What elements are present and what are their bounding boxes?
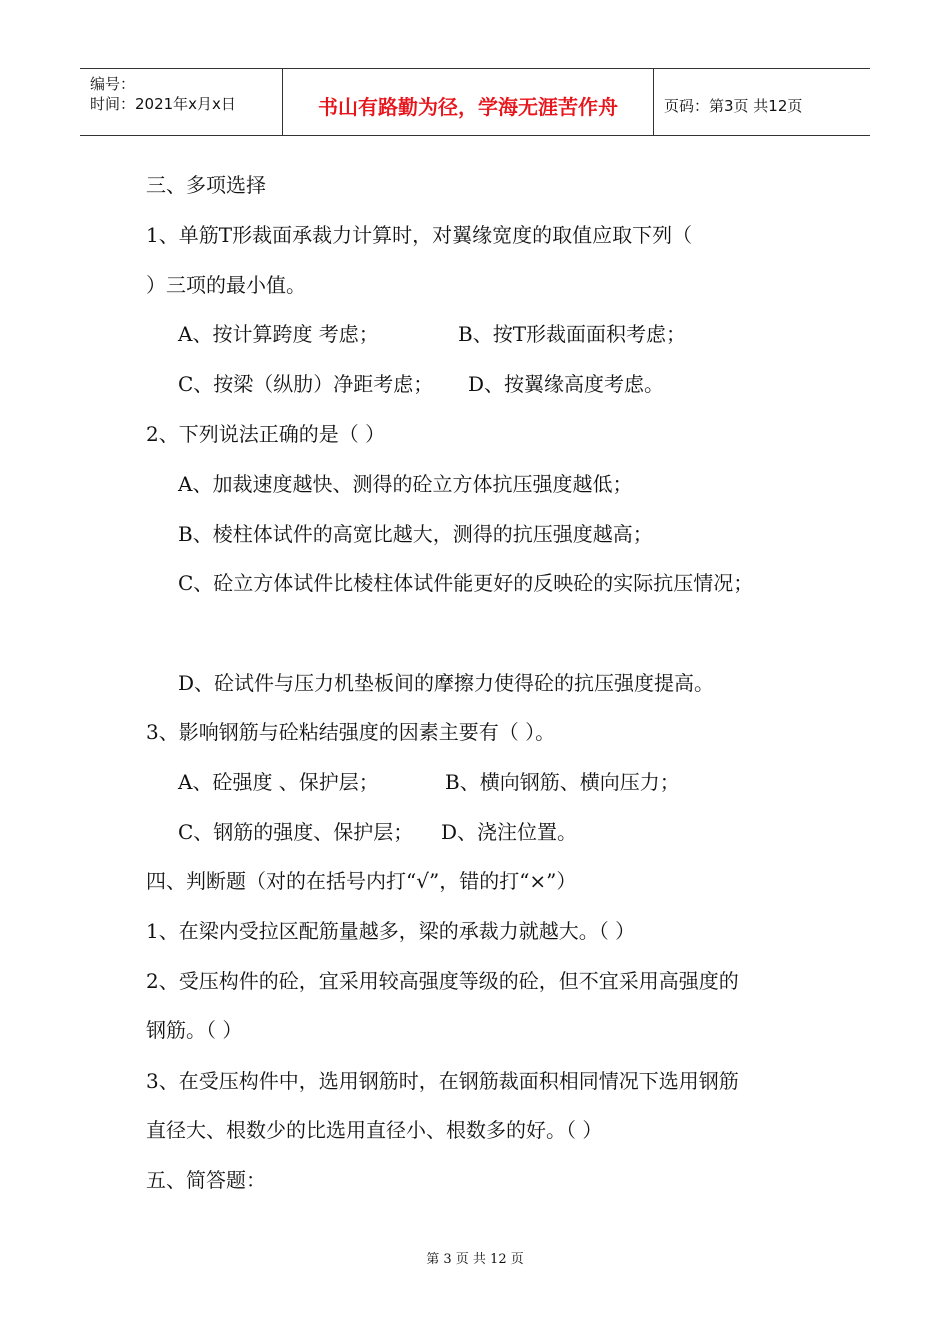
question-3-stem: 3、影响钢筋与砼粘结强度的因素主要有（ ）。 — [146, 720, 556, 744]
page-footer: 第 3 页 共 12 页 — [426, 1252, 524, 1267]
header-right-cell — [654, 69, 870, 135]
question-2-option-b: B、棱柱体试件的高宽比越大，测得的抗压强度越高； — [178, 522, 653, 546]
header-motto-cell — [282, 69, 654, 135]
question-2-option-d: D、砼试件与压力机垫板间的摩擦力使得砼的抗压强度提高。 — [178, 671, 715, 695]
document-number-label: 编号： — [90, 75, 136, 93]
question-2-stem: 2、下列说法正确的是（ ） — [146, 422, 386, 446]
question-3-option-b: B、横向钢筋、横向压力； — [445, 770, 680, 794]
question-1-option-c: C、按梁（纵肋）净距考虑； — [178, 372, 434, 396]
question-1-option-d: D、按翼缘高度考虑。 — [468, 372, 665, 396]
section-5-title: 五、简答题： — [146, 1168, 266, 1192]
judgment-2-line-1: 2、受压构件的砼，宜采用较高强度等级的砼，但不宜采用高强度的 — [146, 969, 739, 993]
question-1-option-a: A、按计算跨度 考虑； — [178, 322, 379, 346]
document-time-label: 时间：2021年x月x日 — [90, 95, 236, 113]
header-left-cell — [80, 69, 282, 135]
question-1-line-1: 1、单筋T形裁面承裁力计算时，对翼缘宽度的取值应取下列（ — [146, 223, 693, 247]
question-1-option-b: B、按T形裁面面积考虑； — [458, 322, 687, 346]
question-3-option-c: C、钢筋的强度、保护层； — [178, 820, 414, 844]
judgment-1: 1、在梁内受拉区配筋量越多，梁的承裁力就越大。（ ） — [146, 919, 636, 943]
section-3-title: 三、多项选择 — [146, 173, 266, 197]
question-3-option-d: D、浇注位置。 — [441, 820, 578, 844]
judgment-3-line-2: 直径大、根数少的比选用直径小、根数多的好。（ ） — [146, 1118, 603, 1142]
question-3-option-a: A、砼强度 、保护层； — [178, 770, 379, 794]
question-2-option-a: A、加裁速度越快、测得的砼立方体抗压强度越低； — [178, 472, 633, 496]
question-2-option-c: C、砼立方体试件比棱柱体试件能更好的反映砼的实际抗压情况； — [178, 571, 754, 595]
judgment-3-line-1: 3、在受压构件中，选用钢筋时，在钢筋裁面积相同情况下选用钢筋 — [146, 1069, 739, 1093]
judgment-2-line-2: 钢筋。（ ） — [146, 1018, 243, 1042]
header-page-info: 页码：第3页 共12页 — [664, 97, 803, 115]
page-header — [80, 68, 870, 136]
header-motto: 书山有路勤为径，学海无涯苦作舟 — [318, 95, 618, 119]
question-1-line-2: ）三项的最小值。 — [146, 273, 306, 297]
section-4-title: 四、判断题（对的在括号内打“√”，错的打“×”） — [146, 869, 577, 893]
